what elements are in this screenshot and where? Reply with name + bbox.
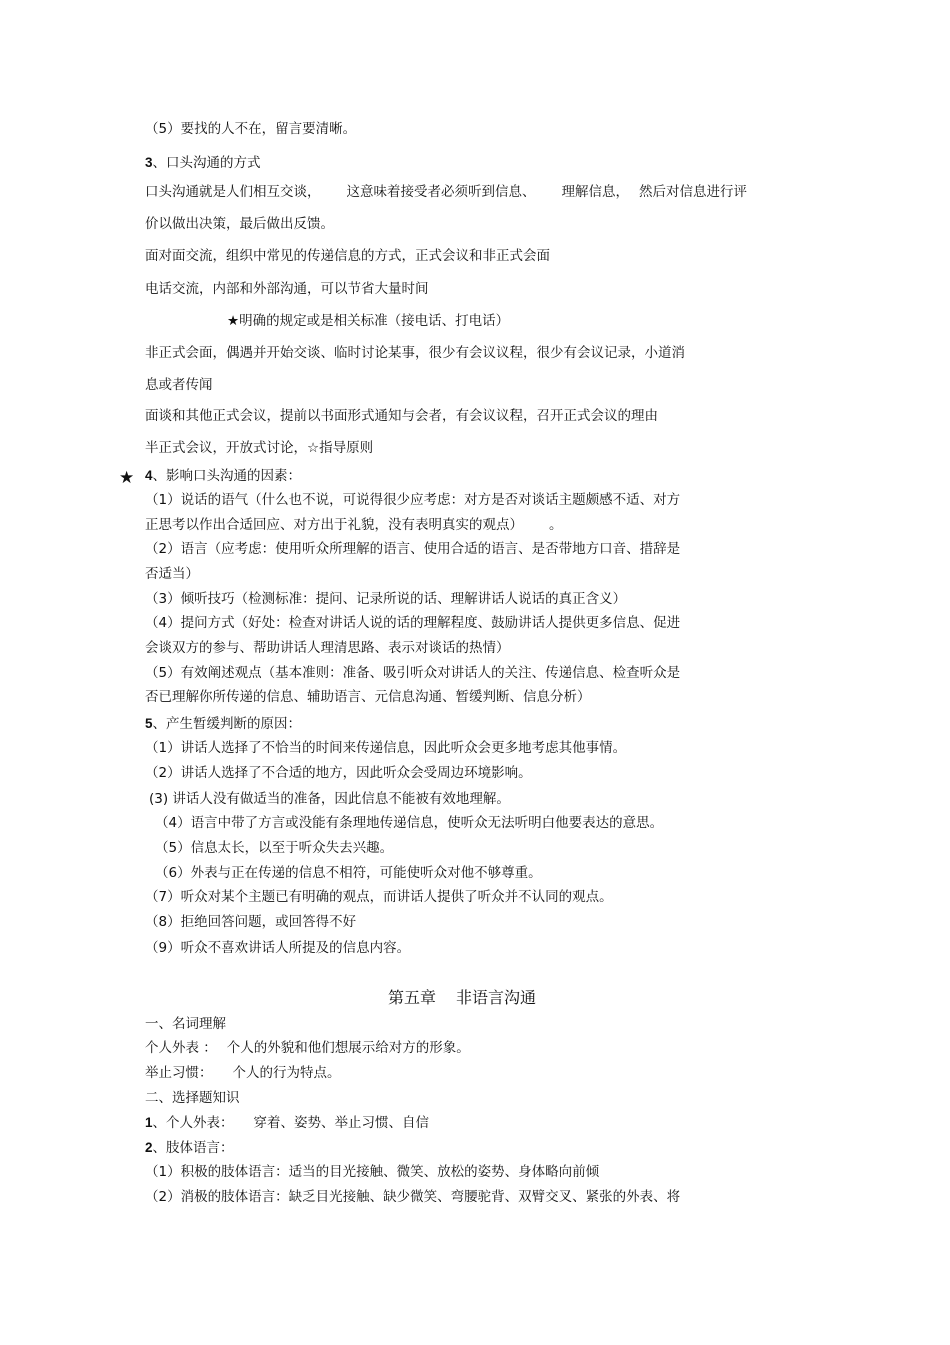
- reason-8: （8）拒绝回答问题，或回答得不好: [145, 914, 357, 930]
- factor-2-line-1: （2）语言（应考虑：使用听众所理解的语言、使用合适的语言、是否带地方口音、措辞是: [145, 541, 681, 557]
- reason-9: （9）听众不喜欢讲话人所提及的信息内容。: [145, 940, 411, 956]
- reason-2: （2）讲话人选择了不合适的地方，因此听众会受周边环境影响。: [145, 765, 532, 781]
- item-number: 1: [145, 1115, 153, 1130]
- term-definition: 个人的行为特点。: [232, 1065, 341, 1081]
- term-definition: 个人的外貌和他们想展示给对方的形象。: [226, 1040, 470, 1056]
- item-number: 2: [145, 1140, 153, 1155]
- factor-1-line-1: （1）说话的语气（什么也不说，可说得很少应考虑：对方是否对谈话主题颇感不适、对方: [145, 492, 681, 508]
- paragraph-face-to-face: 面对面交流，组织中常见的传递信息的方式，正式会议和非正式会面: [145, 248, 550, 264]
- text-segment: 口头沟通就是人们相互交谈，: [145, 184, 321, 200]
- factor-4-line-2: 会谈双方的参与、帮助讲话人理清思路、表示对谈话的热情）: [145, 640, 510, 656]
- reason-5: （5）信息太长，以至于听众失去兴趣。: [155, 840, 394, 856]
- item-5-message: （5）要找的人不在，留言要清晰。: [145, 121, 357, 137]
- section-number: 5: [145, 716, 153, 731]
- knowledge-2: [145, 1139, 234, 1157]
- term-mannerism: [145, 1064, 341, 1082]
- section-title: 、影响口头沟通的因素：: [152, 468, 302, 484]
- section-5-heading: [145, 715, 301, 733]
- reason-6: （6）外表与正在传递的信息不相符，可能使听众对他不够尊重。: [155, 865, 542, 881]
- item-label: 、个人外表：: [152, 1115, 234, 1131]
- factor-5-line-2: 否已理解你所传递的信息、辅助语言、元信息沟通、暂缓判断、信息分析）: [145, 689, 591, 705]
- section-4-heading: [145, 467, 301, 485]
- paragraph-oral-definition: [145, 183, 747, 201]
- knowledge-1: [145, 1114, 429, 1132]
- text-segment: 理解信息，: [561, 184, 629, 200]
- paragraph-phone: 电话交流，内部和外部沟通，可以节省大量时间: [145, 281, 429, 297]
- subheading-choice-knowledge: 二、选择题知识: [145, 1090, 240, 1106]
- reason-3: (3) 讲话人没有做适当的准备，因此信息不能被有效地理解。: [149, 791, 510, 807]
- reason-1: （1）讲话人选择了不恰当的时间来传递信息，因此听众会更多地考虑其他事情。: [145, 740, 627, 756]
- paragraph-informal-meeting-cont: 息或者传闻: [145, 377, 213, 393]
- factor-1-line-2: [145, 516, 563, 534]
- text-segment: 。: [549, 517, 563, 533]
- item-label: 、肢体语言：: [152, 1140, 234, 1156]
- section-title: 、口头沟通的方式: [152, 155, 261, 171]
- section-3-heading: [145, 154, 261, 172]
- paragraph-oral-definition-cont: 价以做出决策，最后做出反馈。: [145, 216, 334, 232]
- star-icon: ★: [119, 468, 135, 488]
- paragraph-informal-meeting: 非正式会面，偶遇并开始交谈、临时讨论某事，很少有会议议程，很少有会议记录，小道消: [145, 345, 685, 361]
- body-language-positive: （1）积极的肢体语言：适当的目光接触、微笑、放松的姿势、身体略向前倾: [145, 1164, 600, 1180]
- item-content: 穿着、姿势、举止习惯、自信: [253, 1115, 430, 1131]
- text-segment: 这意味着接受者必须听到信息、: [346, 184, 536, 200]
- chapter-title: [388, 988, 536, 1008]
- section-number: 3: [145, 155, 153, 170]
- chapter-number: 第五章: [388, 988, 437, 1007]
- chapter-name: 非语言沟通: [456, 988, 537, 1007]
- section-title: 、产生暂缓判断的原因：: [152, 716, 302, 732]
- subheading-terms: 一、名词理解: [145, 1016, 226, 1032]
- body-language-negative: （2）消极的肢体语言：缺乏目光接触、缺少微笑、弯腰驼背、双臂交叉、紧张的外表、将: [145, 1189, 681, 1205]
- term-appearance: [145, 1039, 470, 1057]
- paragraph-phone-standard: ★明确的规定或是相关标准（接电话、打电话）: [227, 313, 510, 329]
- reason-7: （7）听众对某个主题已有明确的观点，而讲话人提供了听众并不认同的观点。: [145, 889, 613, 905]
- paragraph-semi-formal: 半正式会议，开放式讨论，☆指导原则: [145, 440, 374, 456]
- factor-4-line-1: （4）提问方式（好处：检查对讲话人说的话的理解程度、鼓励讲话人提供更多信息、促进: [145, 615, 681, 631]
- text-segment: 正思考以作出合适回应、对方出于礼貌，没有表明真实的观点）: [145, 517, 523, 533]
- reason-4: （4）语言中带了方言或没能有条理地传递信息，使听众无法听明白他要表达的意思。: [155, 815, 664, 831]
- section-number: 4: [145, 468, 153, 483]
- term-label: 举止习惯：: [145, 1065, 213, 1081]
- paragraph-formal-meeting: 面谈和其他正式会议，提前以书面形式通知与会者，有会议议程，召开正式会议的理由: [145, 408, 658, 424]
- factor-3: （3）倾听技巧（检测标准：提问、记录所说的话、理解讲话人说话的真正含义）: [145, 591, 627, 607]
- factor-5-line-1: （5）有效阐述观点（基本准则：准备、吸引听众对讲话人的关注、传递信息、检查听众是: [145, 665, 681, 681]
- text-segment: 然后对信息进行评: [639, 184, 747, 200]
- factor-2-line-2: 否适当）: [145, 566, 199, 582]
- term-label: 个人外表 ：: [145, 1040, 217, 1056]
